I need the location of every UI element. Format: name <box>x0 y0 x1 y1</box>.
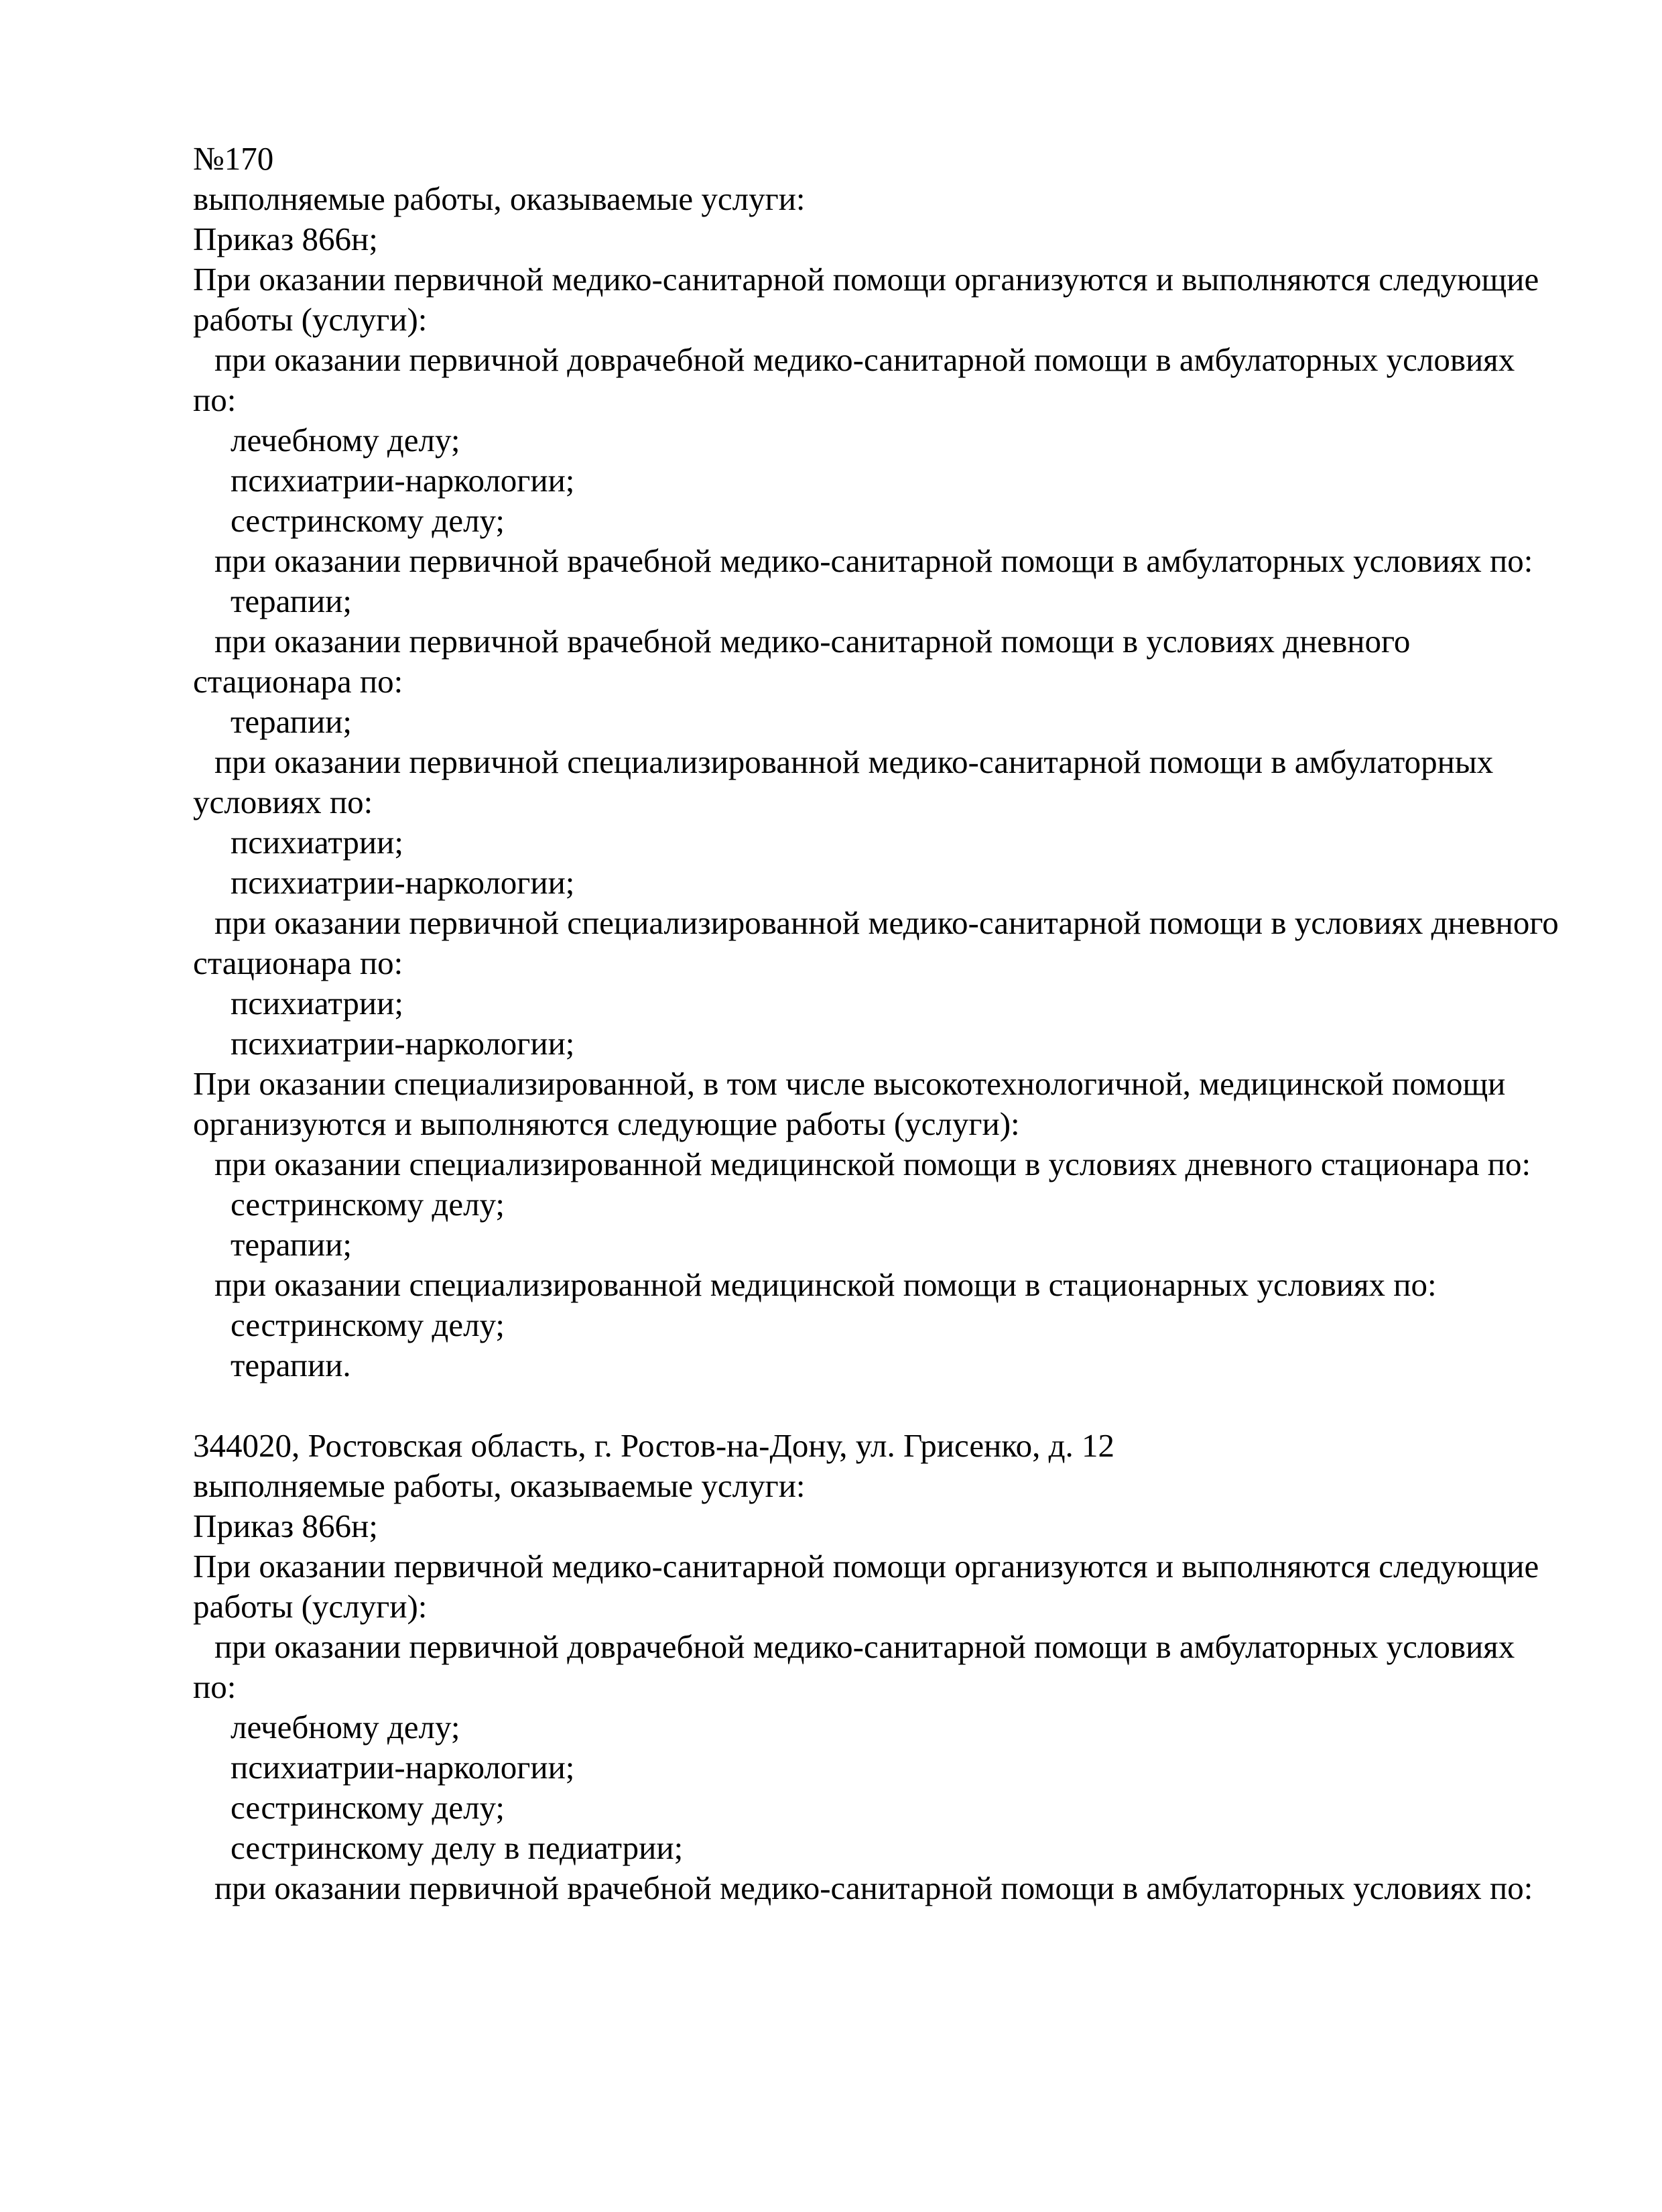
document-text-line: психиатрии; <box>231 985 403 1022</box>
document-text-line: психиатрии-наркологии; <box>231 1025 575 1062</box>
document-text-line: условиях по: <box>193 784 373 820</box>
document-text-line: психиатрии; <box>231 824 403 861</box>
document-text-line: терапии; <box>231 1226 353 1263</box>
document-text-line: при оказании первичной врачебной медико-санитарной помощи в амбулаторных условиях по: <box>214 1869 1533 1906</box>
document-text-line: при оказании первичной специализированной медико-санитарной помощи в амбулаторных <box>214 743 1494 780</box>
document-text-line: работы (услуги): <box>193 301 428 338</box>
document-text-line: организуются и выполняются следующие работы (услуги): <box>193 1105 1020 1142</box>
document-text-line: по: <box>193 381 237 418</box>
document-text-line: сестринскому делу; <box>231 1186 505 1223</box>
document-text-line: при оказании первичной врачебной медико-санитарной помощи в условиях дневного <box>214 623 1411 660</box>
document-text-line: при оказании первичной доврачебной медико-санитарной помощи в амбулаторных условиях <box>214 1628 1515 1665</box>
document-text-line: при оказании первичной доврачебной медико-санитарной помощи в амбулаторных условиях <box>214 341 1515 378</box>
document-text-line: терапии; <box>231 703 353 740</box>
license-section-1 <box>193 139 1561 1386</box>
document-text-line: 344020, Ростовская область, г. Ростов-на-Дону, ул. Грисенко, д. 12 <box>193 1427 1115 1464</box>
document-text-line: психиатрии-наркологии; <box>231 1749 575 1786</box>
document-text-line: При оказании первичной медико-санитарной помощи организуются и выполняются следующие <box>193 1548 1539 1585</box>
document-text-line: При оказании специализированной, в том числе высокотехнологичной, медицинской помощи <box>193 1065 1506 1102</box>
document-text-line: терапии. <box>231 1347 351 1384</box>
document-text-line: стационара по: <box>193 944 403 981</box>
document-text-line: сестринскому делу; <box>231 1306 505 1343</box>
license-section-2 <box>193 1426 1561 1908</box>
document-text-line: по: <box>193 1668 237 1705</box>
document-text-line: психиатрии-наркологии; <box>231 864 575 901</box>
document-text-line: при оказании специализированной медицинской помощи в условиях дневного стационара по: <box>214 1146 1531 1182</box>
document-text-line: работы (услуги): <box>193 1588 428 1625</box>
document-text-line: №170 <box>193 140 274 177</box>
document-text-line: При оказании первичной медико-санитарной помощи организуются и выполняются следующие <box>193 261 1539 298</box>
document-text-line: при оказании специализированной медицинской помощи в стационарных условиях по: <box>214 1266 1437 1303</box>
document-text-line: сестринскому делу в педиатрии; <box>231 1829 684 1866</box>
document-text-line: при оказании первичной специализированной медико-санитарной помощи в условиях дневного <box>214 904 1559 941</box>
document-text-line: терапии; <box>231 582 353 619</box>
document-text-line: стационара по: <box>193 663 403 700</box>
document-text-line: лечебному делу; <box>231 1709 460 1745</box>
document-text-line: психиатрии-наркологии; <box>231 462 575 499</box>
document-text-line: сестринскому делу; <box>231 1789 505 1826</box>
document-text-line: выполняемые работы, оказываемые услуги: <box>193 180 806 217</box>
document-text-line: сестринскому делу; <box>231 502 505 539</box>
document-text-line: Приказ 866н; <box>193 1508 378 1544</box>
document-text-line: при оказании первичной врачебной медико-санитарной помощи в амбулаторных условиях по: <box>214 542 1533 579</box>
document-text-line: лечебному делу; <box>231 422 460 458</box>
document-text-line: выполняемые работы, оказываемые услуги: <box>193 1467 806 1504</box>
document-text-line: Приказ 866н; <box>193 221 378 257</box>
